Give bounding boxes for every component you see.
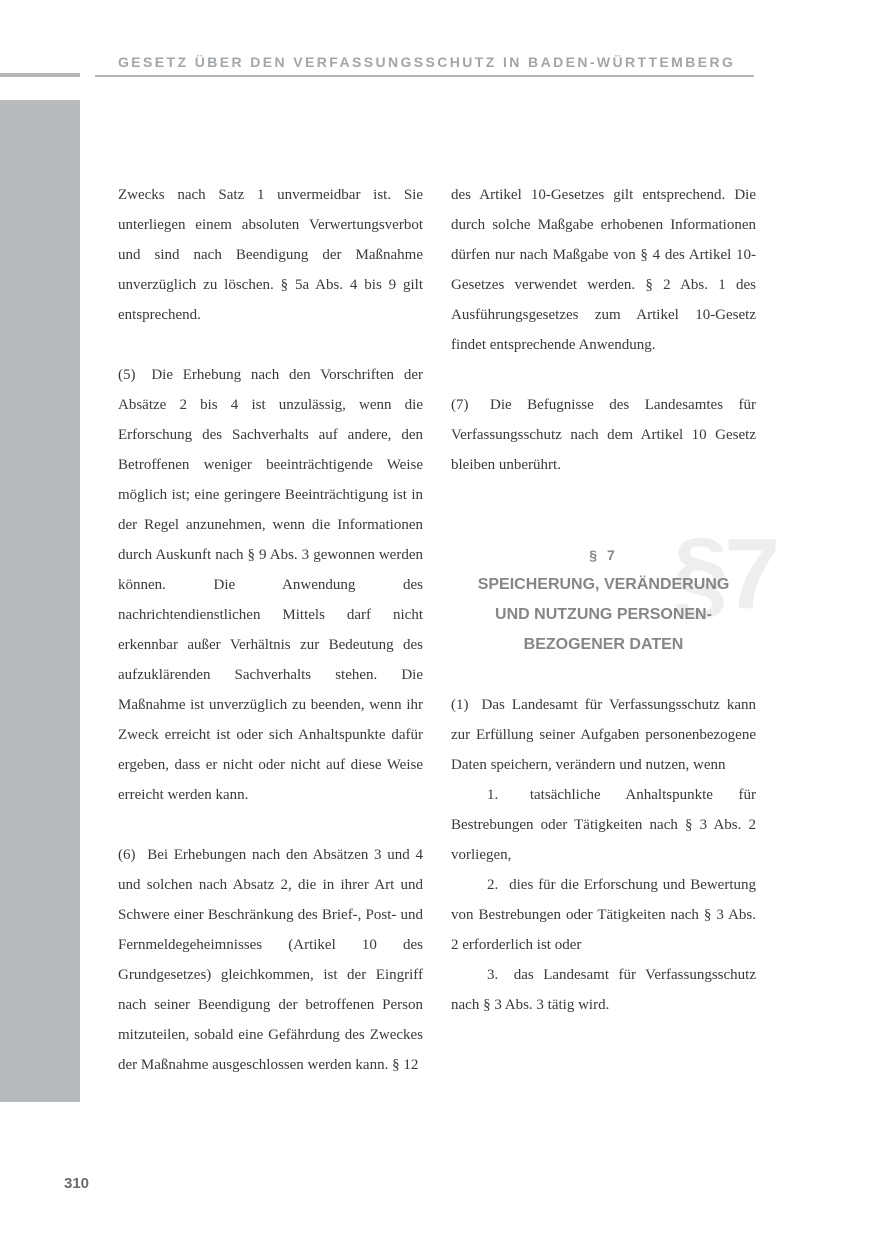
paragraph-7 — [451, 390, 756, 480]
paragraph-continuation: Zwecks nach Satz 1 unvermeidbar ist. Sie unterliegen einem absoluten Verwertungsverbot und sind nach Beendigung der Maßnahme unverzüglich zu löschen. § 5a Abs. 4 bis 9 gilt entsprechend. — [118, 187, 423, 323]
left-column — [118, 180, 423, 1080]
section-title-line: UND NUTZUNG PERSONEN- — [495, 606, 712, 623]
header-rule-left — [0, 73, 80, 77]
side-margin-bar — [0, 100, 80, 1102]
paragraph-text: Die Befugnisse des Landesamtes für Verfassungsschutz nach dem Artikel 10 Gesetz bleiben unberührt. — [451, 397, 757, 473]
header-rule-right — [95, 75, 754, 77]
page-number: 310 — [64, 1175, 90, 1192]
paragraph-text: Die Erhebung nach den Vorschriften der Absätze 2 bis 4 ist unzulässig, wenn die Erforschung des Sachverhalts auf andere, den Betroffenen weniger beeinträchtigende Weise möglich ist; eine geringere Beeinträchtigung ist in der Regel anzunehmen, wenn die Informationen durch Auskunft nach § 9 Abs. 3 gewonnen werden können. Die Anwendung des nachrichtendienstlichen Mittels darf nicht erkennbar außer Verhältnis zur Bedeutung des aufzuklärenden Sachverhalts stehen. Die Maßnahme ist unverzüglich zu beenden, wenn ihr Zweck erreicht ist oder sich Anhaltspunkte dafür ergeben, dass er nicht oder nicht auf diese Weise erreicht werden kann. — [118, 367, 424, 803]
paragraph-text: Bei Erhebungen nach den Absätzen 3 und 4 und solchen nach Absatz 2, die in ihrer Art und Schwere einer Beschränkung des Brief-, Post- und Fernmeldegeheimnisses (Artikel 10 des Grundgesetzes) gleichkommen, ist der Eingriff nach seiner Beendigung der betroffenen Person mitzuteilen, sobald eine Gefährdung des Zweckes der Maßnahme ausgeschlossen werden kann. § 12 — [118, 847, 423, 1073]
paragraph-continuation: des Artikel 10-Gesetzes gilt entsprechend. Die durch solche Maßgabe erhobenen Informationen dürfen nur nach Maßgabe von § 4 des Artikel 10-Gesetzes verwendet werden. § 2 Abs. 1 des Ausführungsgesetzes zum Artikel 10-Gesetz findet entsprechende Anwendung. — [451, 187, 756, 353]
paragraph-number: (6) — [118, 847, 136, 863]
section-paragraph-1 — [451, 690, 756, 780]
paragraph-text: Das Landesamt für Verfassungsschutz kann zur Erfüllung seiner Aufgaben personenbezogene Daten speichern, verändern und nutzen, wenn — [451, 697, 757, 773]
list-item-text: tatsächliche Anhaltspunkte für Bestrebungen oder Tätigkeiten nach § 3 Abs. 2 vorliegen, — [451, 787, 757, 863]
list-item-number: 3. — [487, 967, 499, 983]
list-item — [451, 960, 756, 1020]
list-item — [451, 780, 756, 870]
paragraph-number: (7) — [451, 397, 469, 413]
section-heading — [451, 518, 776, 690]
list-item-text: das Landesamt für Verfassungsschutz nach § 3 Abs. 3 tätig wird. — [451, 967, 756, 1013]
list-item-text: dies für die Erforschung und Bewertung von Bestrebungen oder Tätigkeiten nach § 3 Abs. 2 erforderlich ist oder — [451, 877, 757, 953]
list-item-number: 2. — [487, 877, 499, 893]
section-number: § 7 — [589, 547, 618, 563]
paragraph-number: (1) — [451, 697, 469, 713]
running-header: GESETZ ÜBER DEN VERFASSUNGSSCHUTZ IN BADEN-WÜRTTEMBERG — [118, 54, 736, 70]
list-item-number: 1. — [487, 787, 499, 803]
section-title-line: SPEICHERUNG, VERÄNDERUNG — [477, 576, 730, 593]
paragraph-5 — [118, 360, 423, 810]
section-watermark: §7 — [672, 518, 776, 630]
paragraph-number: (5) — [118, 367, 136, 383]
right-column — [451, 180, 776, 1020]
list-item — [451, 870, 756, 960]
paragraph-6 — [118, 840, 423, 1080]
section-title-line: BEZOGENER DATEN — [523, 636, 684, 653]
